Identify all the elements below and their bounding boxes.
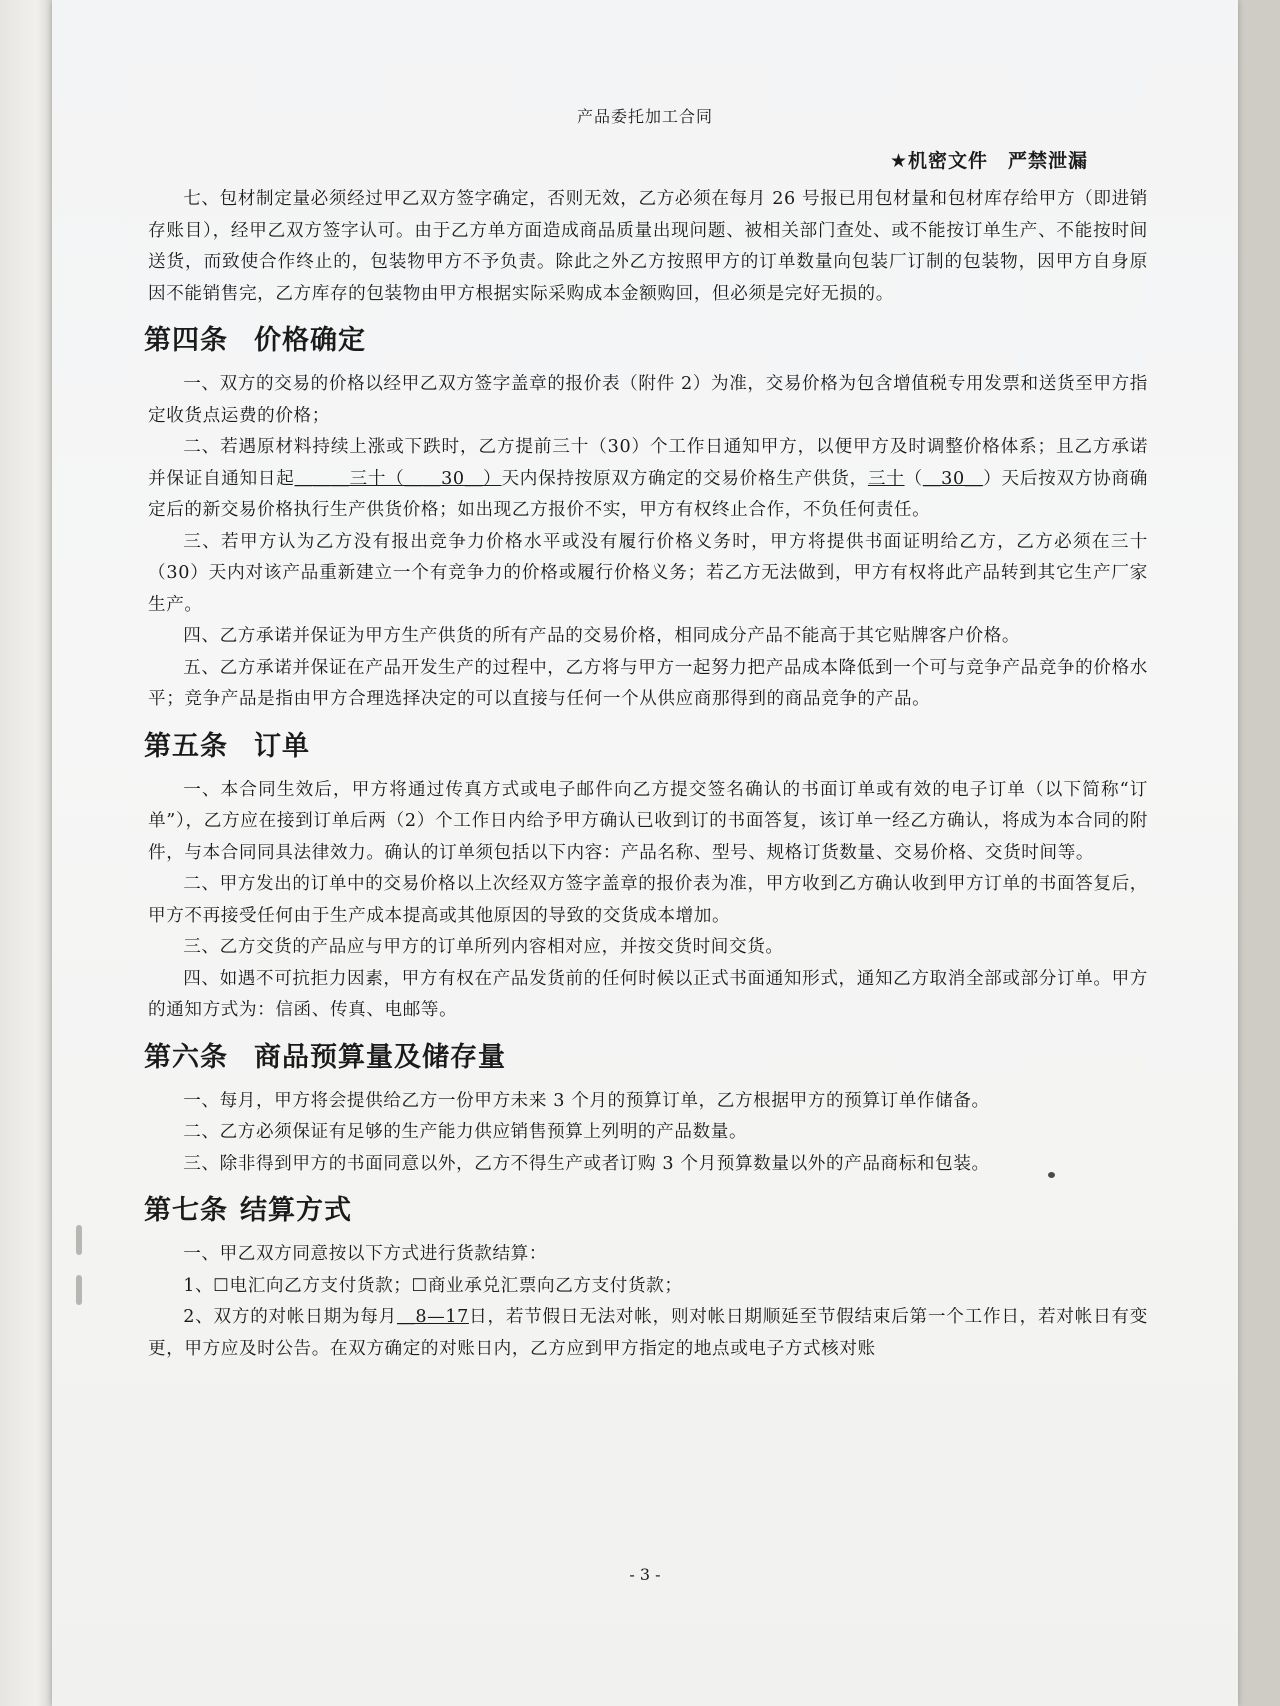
document-body xyxy=(144,184,1148,1365)
paragraph: 一、双方的交易的价格以经甲乙双方签字盖章的报价表（附件 2）为准，交易价格为包含增值税专用发票和送货至甲方指定收货点运费的价格； xyxy=(148,374,1148,426)
binding-hole xyxy=(76,1225,82,1255)
binding-hole xyxy=(76,1275,82,1305)
text-run: 2、双方的对帐日期为每月 xyxy=(183,1307,398,1327)
text-run: 日，若节假日无法对帐，则对帐日期顺延至节假结束后第一个工作日，若对帐日有变更，甲方应及时公告。在双方确定的对账日内，乙方应到甲方指定的地点或电子方式核对账 xyxy=(148,1307,1148,1359)
paragraph: 五、乙方承诺并保证在产品开发生产的过程中，乙方将与甲方一起努力把产品成本降低到一个可与竞争产品竞争的价格水平；竞争产品是指由甲方合理选择决定的可以直接与任何一个从供应商那得到的商品竞争的产品。 xyxy=(148,657,1148,709)
ink-speck xyxy=(1048,1172,1055,1178)
fill-blank: ＿8—17 xyxy=(397,1307,469,1327)
paragraph xyxy=(148,1302,1148,1365)
paragraph: 四、如遇不可抗拒力因素，甲方有权在产品发货前的任何时候以正式书面通知形式，通知乙方取消全部或部分订单。甲方的通知方式为：信函、传真、电邮等。 xyxy=(148,968,1148,1020)
text-run: ）天后按双方协商确定后的新交易价格执行生产供货价格；如出现乙方报价不实，甲方有权终止合作，不负任何责任。 xyxy=(148,468,1148,520)
paragraph: 七、包材制定量必须经过甲乙双方签字确定，否则无效，乙方必须在每月 26 号报已用包材量和包材库存给甲方（即进销存账目），经甲乙双方签字认可。由于乙方单方面造成商品质量出现问题、被相关部门查处、或不能按订单生产、不能按时间送货，而致使合作终止的，包装物甲方不予负责。除此之外乙方按照甲方的订单数量向包装厂订制的包装物，因甲方自身原因不能销售完，乙方库存的包装物由甲方根据实际采购成本金额购回，但必须是完好无损的。 xyxy=(148,189,1148,304)
page-number: - 3 - xyxy=(629,1565,661,1584)
article-heading xyxy=(144,724,1148,763)
paragraph: 三、乙方交货的产品应与甲方的订单所列内容相对应，并按交货时间交货。 xyxy=(183,937,784,957)
article-heading xyxy=(144,1188,1148,1227)
article-number: 第四条 xyxy=(144,325,228,356)
article-title: 价格确定 xyxy=(254,325,366,356)
paragraph: 二、乙方必须保证有足够的生产能力供应销售预算上列明的产品数量。 xyxy=(183,1122,748,1142)
article-title: 订单 xyxy=(254,730,310,762)
paragraph: 1、☐电汇向乙方支付货款；☐商业承兑汇票向乙方支付货款； xyxy=(183,1275,683,1296)
fill-blank: ＿30＿ xyxy=(922,468,984,489)
paragraph: 一、每月，甲方将会提供给乙方一份甲方未来 3 个月的预算订单，乙方根据甲方的预算订单作储备。 xyxy=(183,1090,990,1111)
document-page xyxy=(52,0,1238,1706)
text-run: （ xyxy=(904,468,923,489)
article-number: 第六条 xyxy=(144,1041,228,1073)
article-heading xyxy=(144,1035,1148,1074)
text-run: 天内保持按原双方确定的交易价格生产供货， xyxy=(501,468,868,489)
paragraph: 三、若甲方认为乙方没有报出竞争力价格水平或没有履行价格义务时，甲方将提供书面证明给乙方，乙方必须在三十（30）天内对该产品重新建立一个有竞争力的价格或履行价格义务；若乙方无法做到，甲方有权将此产品转到其它生产厂家生产。 xyxy=(148,531,1148,615)
article-number: 第五条 xyxy=(144,730,228,762)
fill-blank: 三十 xyxy=(867,468,905,489)
article-number: 第七条 xyxy=(144,1195,228,1226)
previous-page-edge xyxy=(0,0,52,1706)
paragraph: 二、甲方发出的订单中的交易价格以上次经双方签字盖章的报价表为准，甲方收到乙方确认收到甲方订单的书面答复后，甲方不再接受任何由于生产成本提高或其他原因的导致的交货成本增加。 xyxy=(148,874,1148,926)
paragraph: 四、乙方承诺并保证为甲方生产供货的所有产品的交易价格，相同成分产品不能高于其它贴牌客户价格。 xyxy=(183,626,1021,646)
text-run: 二、若遇原材料持续上涨或下跌时，乙方提前三十（30）个工作日通知甲方，以便甲方及时调整价格体系；且乙方承诺并保证自通知日起 xyxy=(148,437,1148,489)
paragraph: 一、本合同生效后，甲方将通过传真方式或电子邮件向乙方提交签名确认的书面订单或有效的电子订单（以下简称“订单”），乙方应在接到订单后两（2）个工作日内给予甲方确认已收到订的书面答复，该订单一经乙方确认，将成为本合同的附件，与本合同同具法律效力。确认的订单须包括以下内容：产品名称、型号、规格订货数量、交易价格、交货时间等。 xyxy=(148,779,1148,863)
document-title: 产品委托加工合同 xyxy=(576,107,713,126)
paragraph: 三、除非得到甲方的书面同意以外，乙方不得生产或者订购 3 个月预算数量以外的产品商标和包装。 xyxy=(183,1153,990,1174)
article-heading xyxy=(144,318,1148,357)
fill-blank: ＿＿＿三十（＿＿30＿） xyxy=(294,468,502,489)
article-title: 商品预算量及储存量 xyxy=(254,1041,506,1073)
article-title: 结算方式 xyxy=(240,1195,352,1226)
paragraph xyxy=(148,432,1148,527)
confidential-mark: ★机密文件 严禁泄漏 xyxy=(889,150,1088,172)
paragraph: 一、甲乙双方同意按以下方式进行货款结算： xyxy=(183,1244,548,1264)
